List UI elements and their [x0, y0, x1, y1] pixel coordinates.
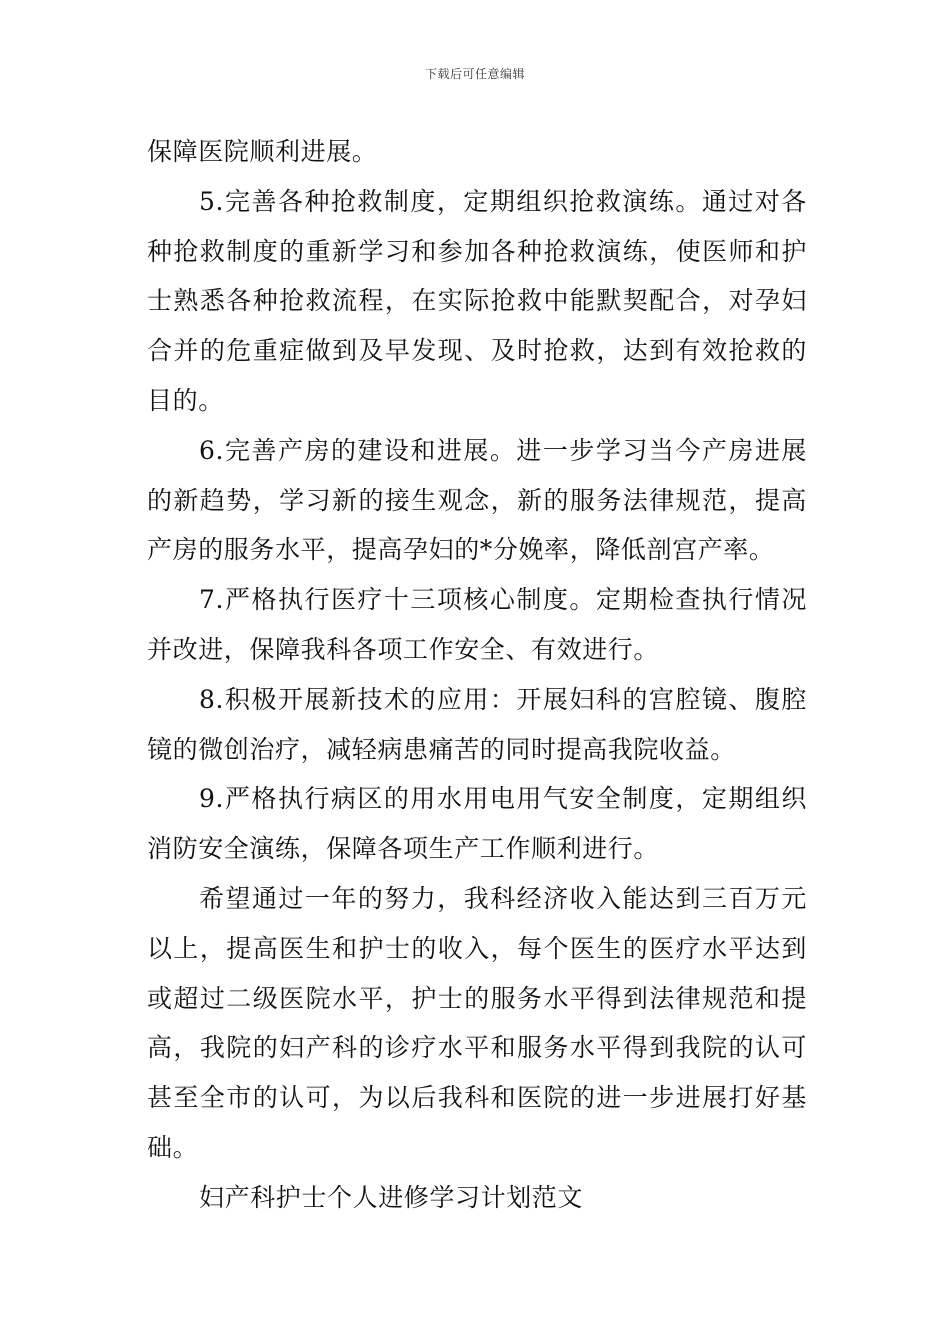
paragraph-item-9: 9.严格执行病区的用水用电用气安全制度，定期组织消防安全演练，保障各项生产工作顺利进行。 [147, 784, 807, 864]
paragraph-item-6: 6.完善产房的建设和进展。进一步学习当今产房进展的新趋势，学习新的接生观念，新的服务法律规范，提高产房的服务水平，提高孕妇的*分娩率，降低剖宫产率。 [147, 435, 807, 565]
paragraph-continuation: 保障医院顺利进展。 [147, 137, 378, 166]
paragraph-summary: 希望通过一年的努力，我科经济收入能达到三百万元以上，提高医生和护士的收入，每个医生的医疗水平达到或超过二级医院水平，护士的服务水平得到法律规范和提高，我院的妇产科的诊疗水平和服务水平得到我院的认可甚至全市的认可，为以后我科和医院的进一步进展打好基础。 [147, 883, 807, 1162]
paragraph-item-7: 7.严格执行医疗十三项核心制度。定期检查执行情况并改进，保障我科各项工作安全、有效进行。 [147, 585, 807, 664]
section-title: 妇产科护士个人进修学习计划范文 [199, 1182, 584, 1212]
document-body [147, 127, 807, 1223]
page-header: 下载后可任意编辑 [424, 67, 525, 81]
paragraph-item-8: 8.积极开展新技术的应用：开展妇科的宫腔镜、腹腔镜的微创治疗，减轻病患痛苦的同时提高我院收益。 [147, 684, 807, 764]
paragraph-item-5: 5.完善各种抢救制度，定期组织抢救演练。通过对各种抢救制度的重新学习和参加各种抢救演练，使医师和护士熟悉各种抢救流程，在实际抢救中能默契配合，对孕妇合并的危重症做到及早发现、及时抢救，达到有效抢救的目的。 [147, 186, 807, 415]
